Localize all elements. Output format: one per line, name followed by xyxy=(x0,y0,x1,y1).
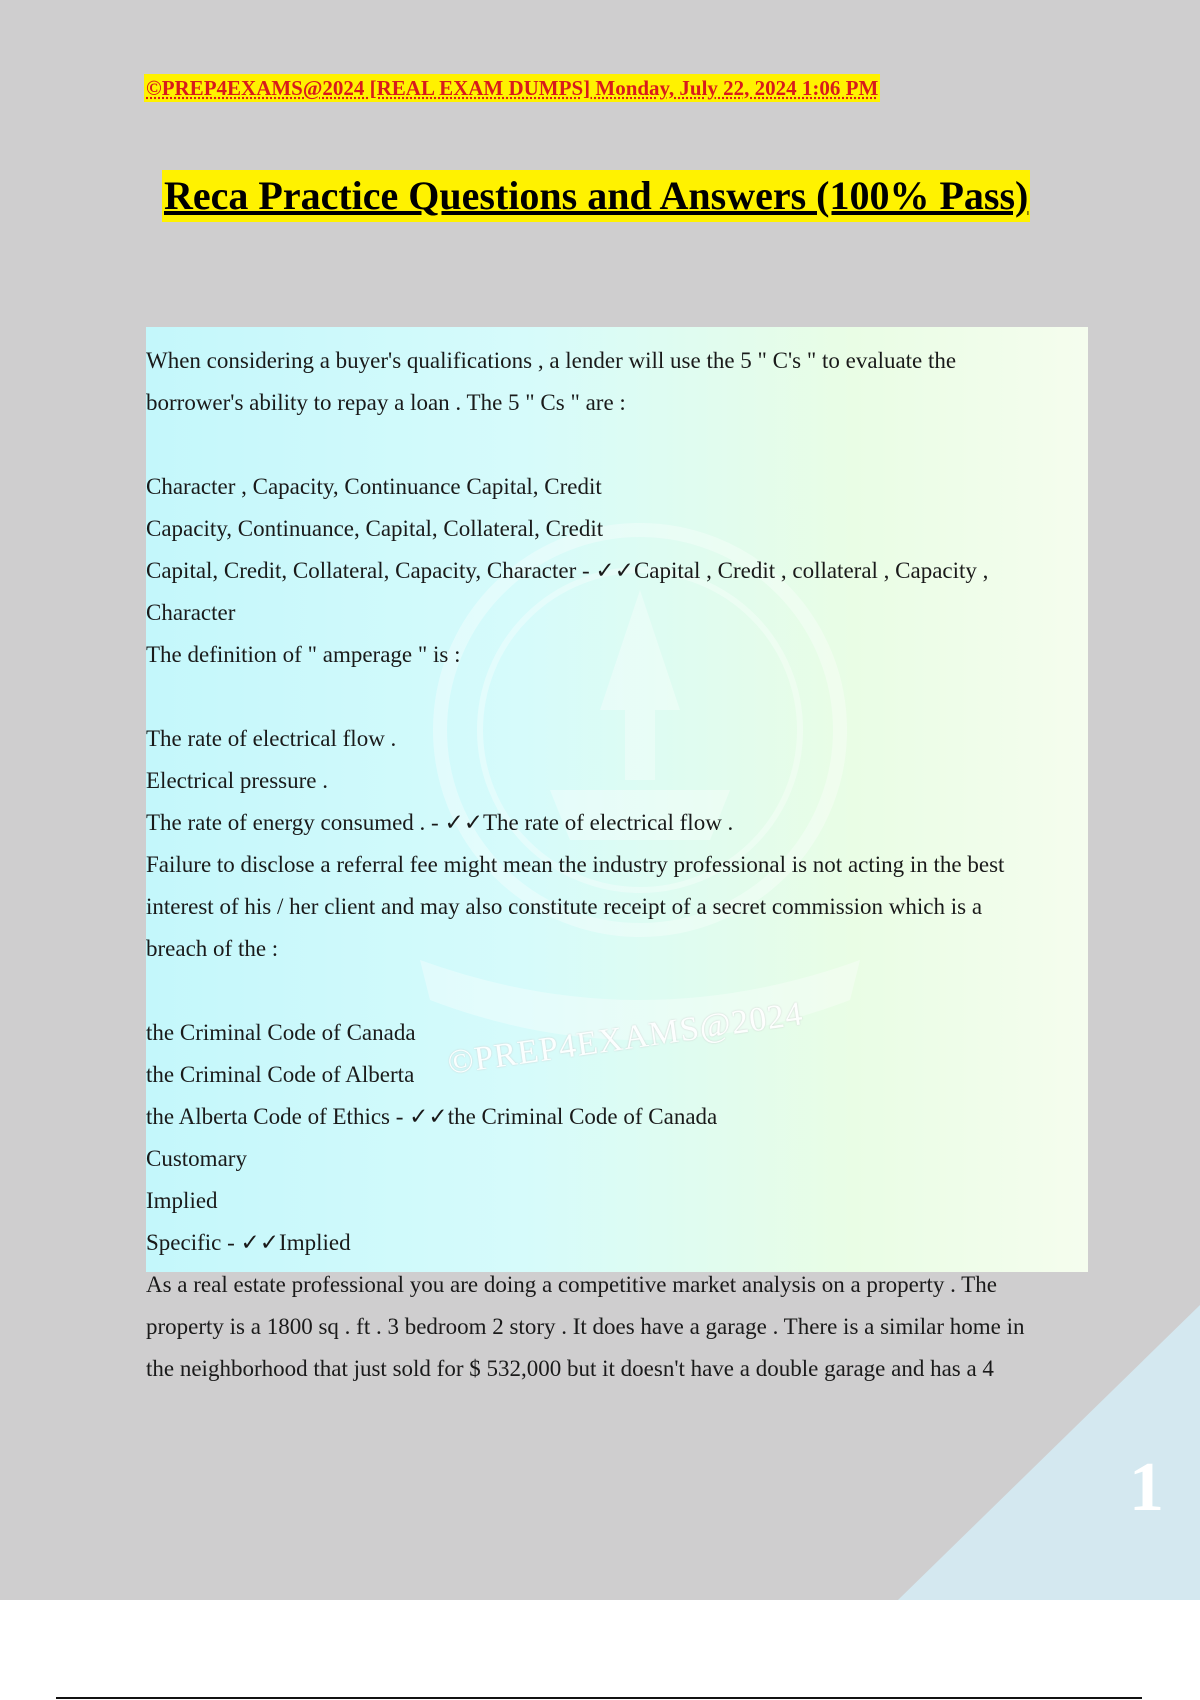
answer-option: Electrical pressure . xyxy=(146,768,328,793)
watermark-header-line: ©PREP4EXAMS@2024 [REAL EXAM DUMPS] Monday, July 22, 2024 1:06 PM xyxy=(146,76,879,100)
answer-option: Capital, Credit, Collateral, Capacity, Character - ✓✓Capital , Credit , collateral , Capacity , xyxy=(146,558,989,583)
blank-line xyxy=(146,970,1096,1012)
question-line: The definition of " amperage " is : xyxy=(146,642,461,667)
question-line: interest of his / her client and may also constitute receipt of a secret commission which is a xyxy=(146,894,983,919)
watermark-text: ©PREP4EXAMS@2024 xyxy=(445,995,806,1082)
question-line: the neighborhood that just sold for $ 532,000 but it doesn't have a double garage and has a 4 xyxy=(146,1356,994,1381)
blank-line xyxy=(146,676,1096,718)
question-line: property is a 1800 sq . ft . 3 bedroom 2 story . It does have a garage . There is a similar home in xyxy=(146,1314,1025,1339)
question-line: breach of the : xyxy=(146,936,279,961)
answer-option: Character , Capacity, Continuance Capital, Credit xyxy=(146,474,602,499)
answer-option: the Alberta Code of Ethics - ✓✓the Criminal Code of Canada xyxy=(146,1104,718,1129)
text-line: Character xyxy=(146,600,236,625)
text-line: When considering a buyer's qualifications , a lender will use the 5 " C's " to evaluate the xyxy=(146,348,957,373)
text-line: borrower's ability to repay a loan . The 5 " Cs " are : xyxy=(146,390,626,415)
question-line: As a real estate professional you are doing a competitive market analysis on a property . The xyxy=(146,1272,997,1297)
answer-option: The rate of energy consumed . - ✓✓The rate of electrical flow . xyxy=(146,810,734,835)
blank-line xyxy=(146,424,1096,466)
document-title: Reca Practice Questions and Answers (100% Pass) xyxy=(162,170,1030,222)
answer-option: Specific - ✓✓Implied xyxy=(146,1230,351,1255)
answer-option: Implied xyxy=(146,1188,218,1213)
question-line: Failure to disclose a referral fee might mean the industry professional is not acting in the best xyxy=(146,852,1005,877)
answer-option: The rate of electrical flow . xyxy=(146,726,397,751)
answer-option: the Criminal Code of Alberta xyxy=(146,1062,415,1087)
answer-option: the Criminal Code of Canada xyxy=(146,1020,416,1045)
footer-divider xyxy=(56,1697,1142,1699)
page-number: 1 xyxy=(1129,1449,1164,1526)
answer-option: Customary xyxy=(146,1146,247,1171)
answer-option: Capacity, Continuance, Capital, Collateral, Credit xyxy=(146,516,604,541)
document-body xyxy=(146,340,1096,1390)
